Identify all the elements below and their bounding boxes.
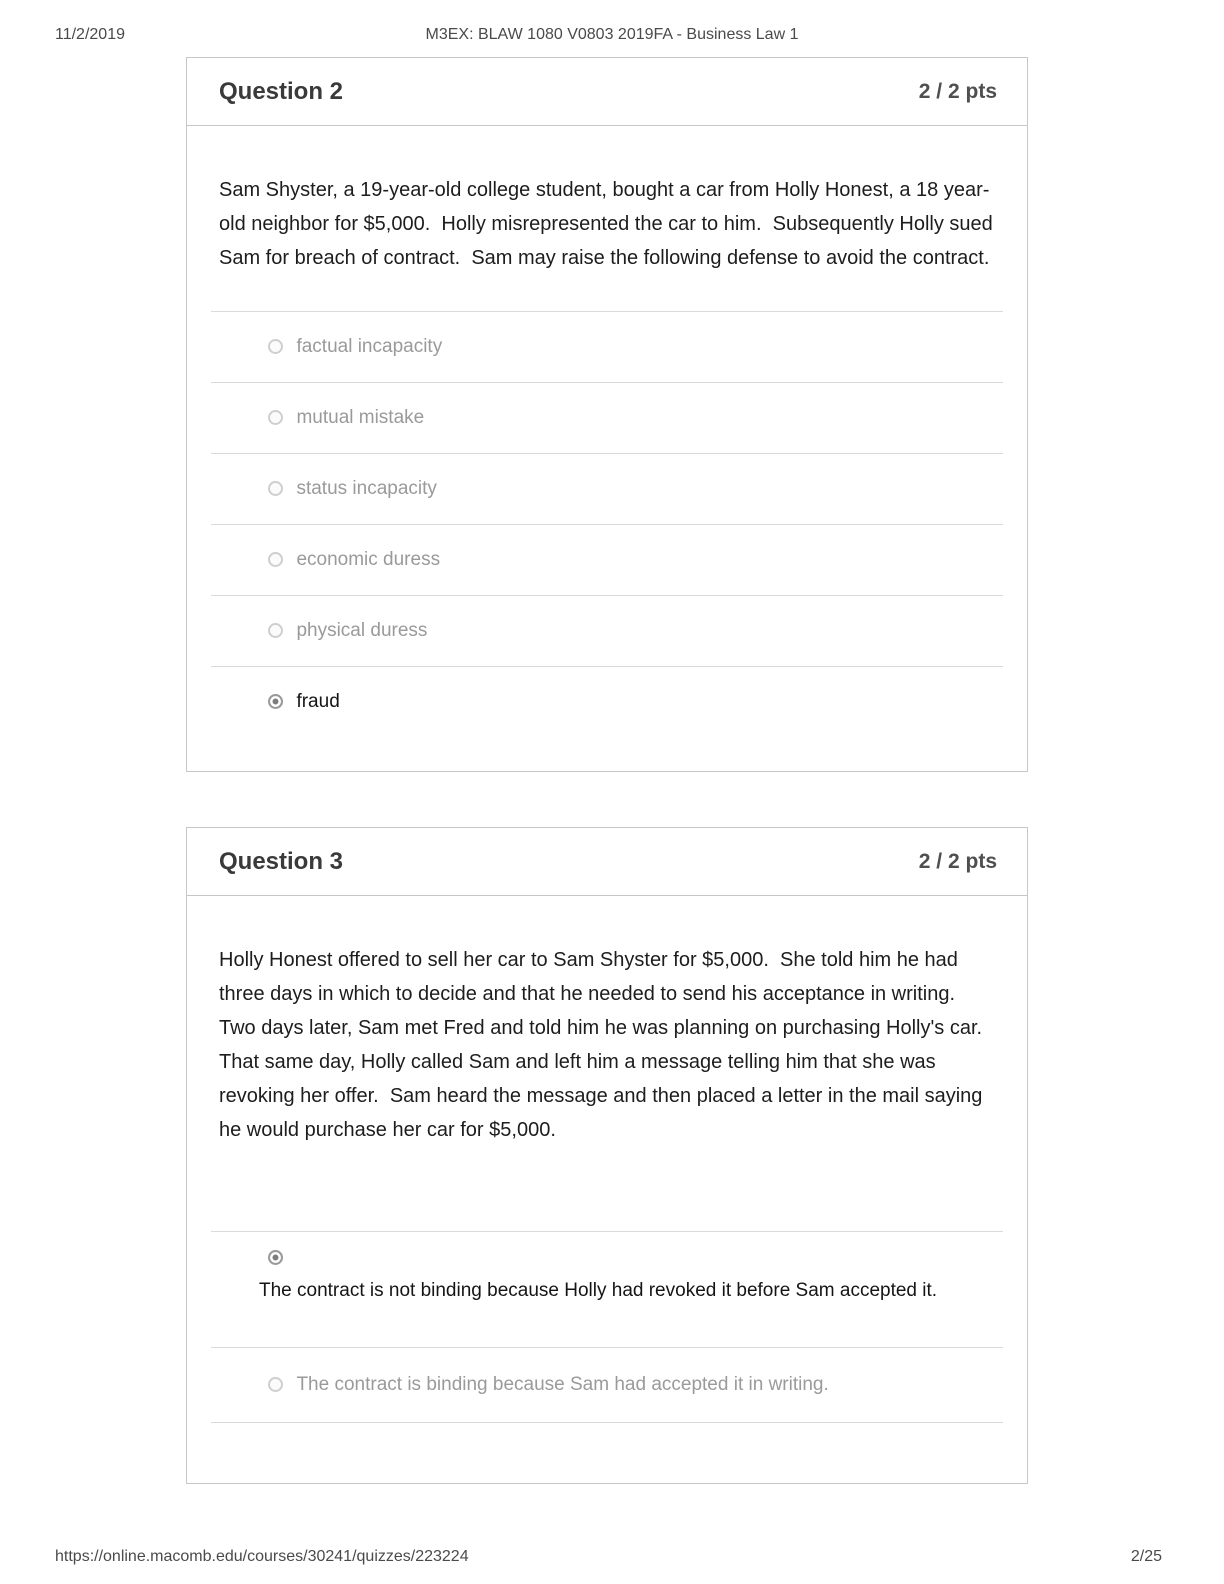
question-card-2 bbox=[186, 57, 1028, 772]
answer-label: factual incapacity bbox=[296, 336, 443, 357]
answer-label: The contract is binding because Sam had accepted it in writing. bbox=[296, 1374, 829, 1395]
radio-icon[interactable] bbox=[268, 623, 283, 638]
question-title: Question 3 bbox=[219, 847, 344, 875]
question-title: Question 2 bbox=[219, 77, 344, 105]
question-text: Sam Shyster, a 19-year-old college student, bought a car from Holly Honest, a 18 year-old neighbor for $5,000. Holly misrepresented the car to him. Subsequently Holly sued Sam for breach of contract. Sam may raise the following defense to avoid the contract. bbox=[219, 179, 999, 269]
question-2-header bbox=[187, 58, 1027, 126]
answer-option[interactable] bbox=[211, 524, 1003, 595]
radio-selected-icon[interactable] bbox=[268, 1250, 283, 1265]
footer-page-number: 2/25 bbox=[1130, 1548, 1162, 1565]
question-card-3 bbox=[186, 827, 1028, 1484]
footer-url: https://online.macomb.edu/courses/30241/quizzes/223224 bbox=[55, 1548, 469, 1565]
radio-icon[interactable] bbox=[268, 552, 283, 567]
radio-selected-icon[interactable] bbox=[268, 694, 283, 709]
answer-label: physical duress bbox=[296, 620, 428, 641]
print-date: 11/2/2019 bbox=[55, 26, 125, 43]
answer-option[interactable] bbox=[211, 311, 1003, 382]
answer-label: fraud bbox=[296, 691, 340, 712]
question-body bbox=[187, 126, 1027, 737]
question-body bbox=[187, 896, 1027, 1483]
answer-option-selected[interactable] bbox=[211, 666, 1003, 737]
quiz-content bbox=[186, 57, 1028, 1520]
answer-option-clipped bbox=[211, 1422, 1003, 1483]
radio-icon[interactable] bbox=[268, 481, 283, 496]
answer-option[interactable] bbox=[211, 1347, 1003, 1422]
question-points: 2 / 2 pts bbox=[918, 849, 997, 873]
print-header-title: M3EX: BLAW 1080 V0803 2019FA - Business Law 1 bbox=[425, 26, 799, 43]
radio-icon[interactable] bbox=[268, 410, 283, 425]
question-points: 2 / 2 pts bbox=[918, 79, 997, 103]
answer-label: mutual mistake bbox=[296, 407, 425, 428]
question-text: Holly Honest offered to sell her car to Sam Shyster for $5,000. She told him he had three days in which to decide and that he needed to send his acceptance in writing. Two days later, Sam met Fred and told him he was planning on purchasing Holly's car. That same day, Holly called Sam and left him a message telling him that she was revoking her offer. Sam heard the message and then placed a letter in the mail saying he would purchase her car for $5,000. bbox=[219, 949, 993, 1141]
question-3-header bbox=[187, 828, 1027, 896]
answer-option[interactable] bbox=[211, 453, 1003, 524]
radio-icon[interactable] bbox=[268, 1377, 283, 1392]
answer-label: status incapacity bbox=[296, 478, 437, 499]
answer-label: The contract is not binding because Holly had revoked it before Sam accepted it. bbox=[259, 1280, 938, 1301]
answer-label: economic duress bbox=[296, 549, 441, 570]
answer-options bbox=[211, 1231, 1003, 1483]
radio-icon[interactable] bbox=[268, 339, 283, 354]
answer-option[interactable] bbox=[211, 382, 1003, 453]
answer-option[interactable] bbox=[211, 595, 1003, 666]
answer-options bbox=[211, 311, 1003, 737]
answer-option-selected[interactable] bbox=[211, 1231, 1003, 1347]
